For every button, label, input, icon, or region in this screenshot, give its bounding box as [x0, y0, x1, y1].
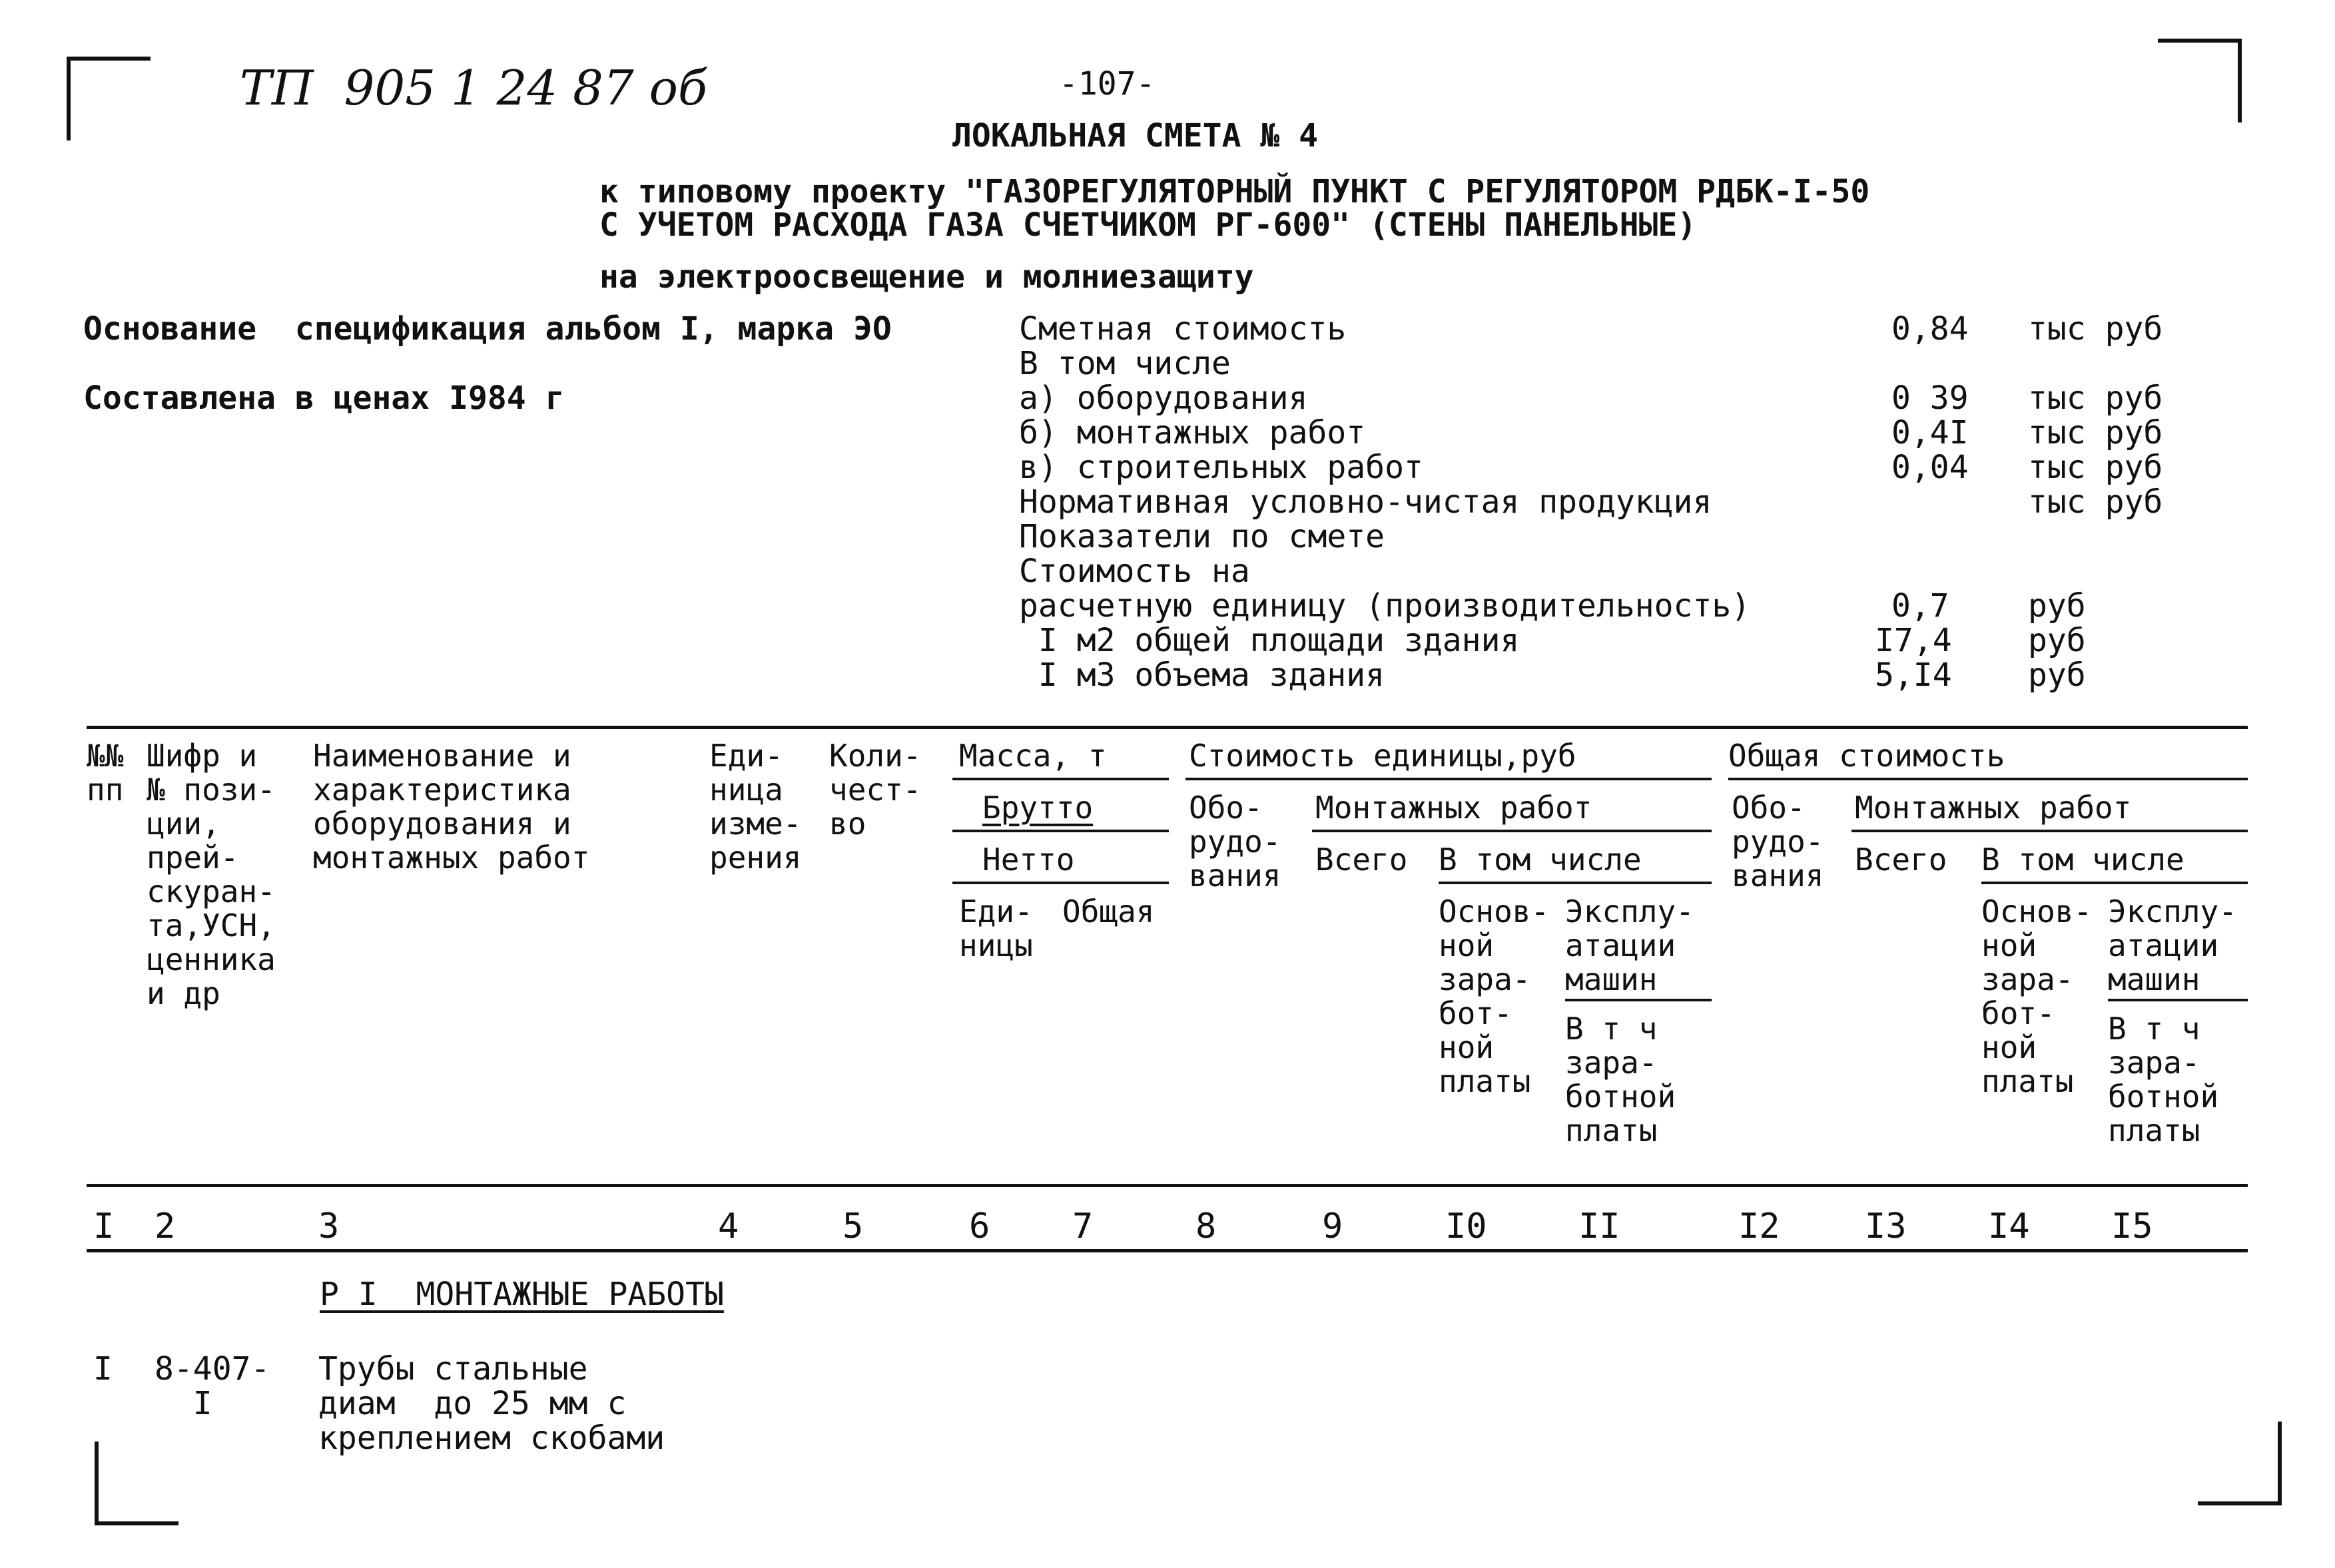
header-bottom-rule	[87, 1184, 2248, 1187]
header-machines: Эксплу- атации машин	[1565, 894, 1694, 997]
cost-line-unit: руб	[2028, 622, 2086, 659]
header-incl-wage: В т ч зара- ботной платы	[1565, 1011, 1676, 1149]
header-col-quantity: Коли- чест- во	[829, 738, 922, 842]
rule-mass	[952, 778, 1169, 780]
cost-line-label: I м2 общей площади здания	[1019, 622, 1520, 659]
cost-line-value: 0 39	[1891, 380, 1969, 417]
header-col-unit: Еди- ница изме- рения	[709, 738, 802, 876]
header-incl-wage-total: В т ч зара- ботной платы	[2108, 1011, 2219, 1149]
column-number: 6	[969, 1206, 990, 1246]
cost-line-unit: тыс руб	[2028, 483, 2163, 521]
column-number: 5	[842, 1206, 864, 1246]
cost-line-value: 0,4I	[1891, 414, 1969, 451]
column-number: I5	[2111, 1206, 2153, 1246]
column-number: 3	[318, 1206, 340, 1246]
header-incl-total: В том числе	[1981, 842, 2184, 878]
cost-line-unit: тыс руб	[2028, 449, 2163, 486]
handwritten-document-code: ТП 905 1 24 87 об	[240, 60, 707, 116]
column-numbers-rule	[87, 1249, 2248, 1252]
header-col-code: Шифр и № пози- ции, прей- скуран- та,УСН, ценника и др	[147, 738, 276, 1011]
rule-netto	[952, 882, 1169, 884]
rule-total-cost	[1728, 778, 2248, 780]
cost-line-value: 0,04	[1891, 449, 1969, 486]
header-mass: Масса, т	[959, 738, 1107, 774]
header-brutto: Брутто	[982, 790, 1094, 826]
rule-brutto	[952, 830, 1169, 832]
cost-line-label: б) монтажных работ	[1019, 414, 1366, 451]
document-title: ЛОКАЛЬНАЯ СМЕТА № 4	[952, 117, 1319, 154]
row-code: 8-407- I	[155, 1350, 270, 1422]
header-mass-total: Общая	[1062, 894, 1155, 929]
header-machines-total: Эксплу- атации машин	[2108, 894, 2237, 997]
column-number: 2	[155, 1206, 176, 1246]
corner-mark-top-right	[2158, 39, 2242, 123]
rule-incl	[1439, 882, 1712, 884]
rule-machines-total	[2108, 999, 2248, 1001]
column-number: 4	[718, 1206, 739, 1246]
column-number: II	[1578, 1206, 1620, 1246]
cost-line-label: Показатели по смете	[1019, 518, 1385, 555]
column-number: 8	[1195, 1206, 1217, 1246]
rule-unit-cost	[1185, 778, 1712, 780]
subtitle-line-3: на электроосвещение и молниезащиту	[599, 258, 1254, 296]
header-total-sum: Всего	[1855, 842, 1947, 878]
cost-line-value: 5,I4	[1875, 656, 1952, 694]
cost-line-label: В том числе	[1019, 345, 1231, 382]
header-total: Всего	[1315, 842, 1408, 878]
header-netto: Нетто	[982, 842, 1075, 878]
column-number: 7	[1072, 1206, 1094, 1246]
cost-line-value: 0,7	[1891, 587, 1949, 625]
column-number: I4	[1988, 1206, 2030, 1246]
row-number: I	[93, 1350, 113, 1388]
header-equipment: Обо- рудо- вания	[1189, 790, 1281, 894]
rule-machines	[1565, 999, 1712, 1001]
header-base-wage-total: Основ- ной зара- бот- ной платы	[1981, 894, 2093, 1099]
column-number: I2	[1738, 1206, 1780, 1246]
header-col-number: №№ пп	[87, 738, 124, 808]
prices-year-line: Составлена в ценах I984 г	[83, 380, 565, 417]
subtitle-line-2: С УЧЕТОМ РАСХОДА ГАЗА СЧЕТЧИКОМ РГ-600" (СТЕНЫ ПАНЕЛЬНЫЕ)	[599, 206, 1697, 244]
cost-line-label: расчетную единицу (производительность)	[1019, 587, 1751, 625]
cost-line-value: I7,4	[1875, 622, 1952, 659]
table-top-rule	[87, 726, 2248, 729]
column-number: I3	[1865, 1206, 1907, 1246]
header-equipment-total: Обо- рудо- вания	[1732, 790, 1824, 894]
basis-line: Основание спецификация альбом I, марка ЭО	[83, 310, 892, 348]
header-mass-unit: Еди- ницы	[959, 894, 1033, 963]
cost-line-unit: тыс руб	[2028, 380, 2163, 417]
page-number: -107-	[1059, 65, 1156, 103]
header-install-total: Монтажных работ	[1855, 790, 2132, 826]
header-base-wage: Основ- ной зара- бот- ной платы	[1439, 894, 1550, 1099]
cost-line-label: Стоимость на	[1019, 553, 1250, 590]
cost-line-unit: руб	[2028, 587, 2086, 625]
cost-line-unit: тыс руб	[2028, 414, 2163, 451]
header-install: Монтажных работ	[1315, 790, 1592, 826]
header-total-cost: Общая стоимость	[1728, 738, 2005, 774]
rule-install-total	[1851, 830, 2248, 832]
cost-line-label: Нормативная условно-чистая продукция	[1019, 483, 1712, 521]
rule-install	[1312, 830, 1712, 832]
corner-mark-bottom-right	[2198, 1422, 2282, 1505]
header-incl: В том числе	[1439, 842, 1642, 878]
corner-mark-bottom-left	[95, 1441, 178, 1525]
column-number: I	[93, 1206, 115, 1246]
cost-line-label: Сметная стоимость	[1019, 310, 1347, 348]
cost-line-label: а) оборудования	[1019, 380, 1308, 417]
row-name: Трубы стальные диам до 25 мм с креплением скобами	[318, 1350, 665, 1457]
header-col-name: Наименование и характеристика оборудования и монтажных работ	[313, 738, 590, 876]
subtitle-line-1: к типовому проекту "ГАЗОРЕГУЛЯТОРНЫЙ ПУНКТ С РЕГУЛЯТОРОМ РДБК-I-50	[599, 173, 1870, 210]
section-title: Р I МОНТАЖНЫЕ РАБОТЫ	[320, 1276, 724, 1313]
corner-mark-top-left	[67, 57, 151, 140]
cost-line-label: в) строительных работ	[1019, 449, 1423, 486]
column-number: 9	[1322, 1206, 1343, 1246]
cost-line-value: 0,84	[1891, 310, 1969, 348]
cost-line-label: I м3 объема здания	[1019, 656, 1385, 694]
column-number: I0	[1445, 1206, 1487, 1246]
cost-line-unit: руб	[2028, 656, 2086, 694]
header-unit-cost: Стоимость единицы,руб	[1189, 738, 1576, 774]
cost-line-unit: тыс руб	[2028, 310, 2163, 348]
rule-incl-total	[1981, 882, 2248, 884]
